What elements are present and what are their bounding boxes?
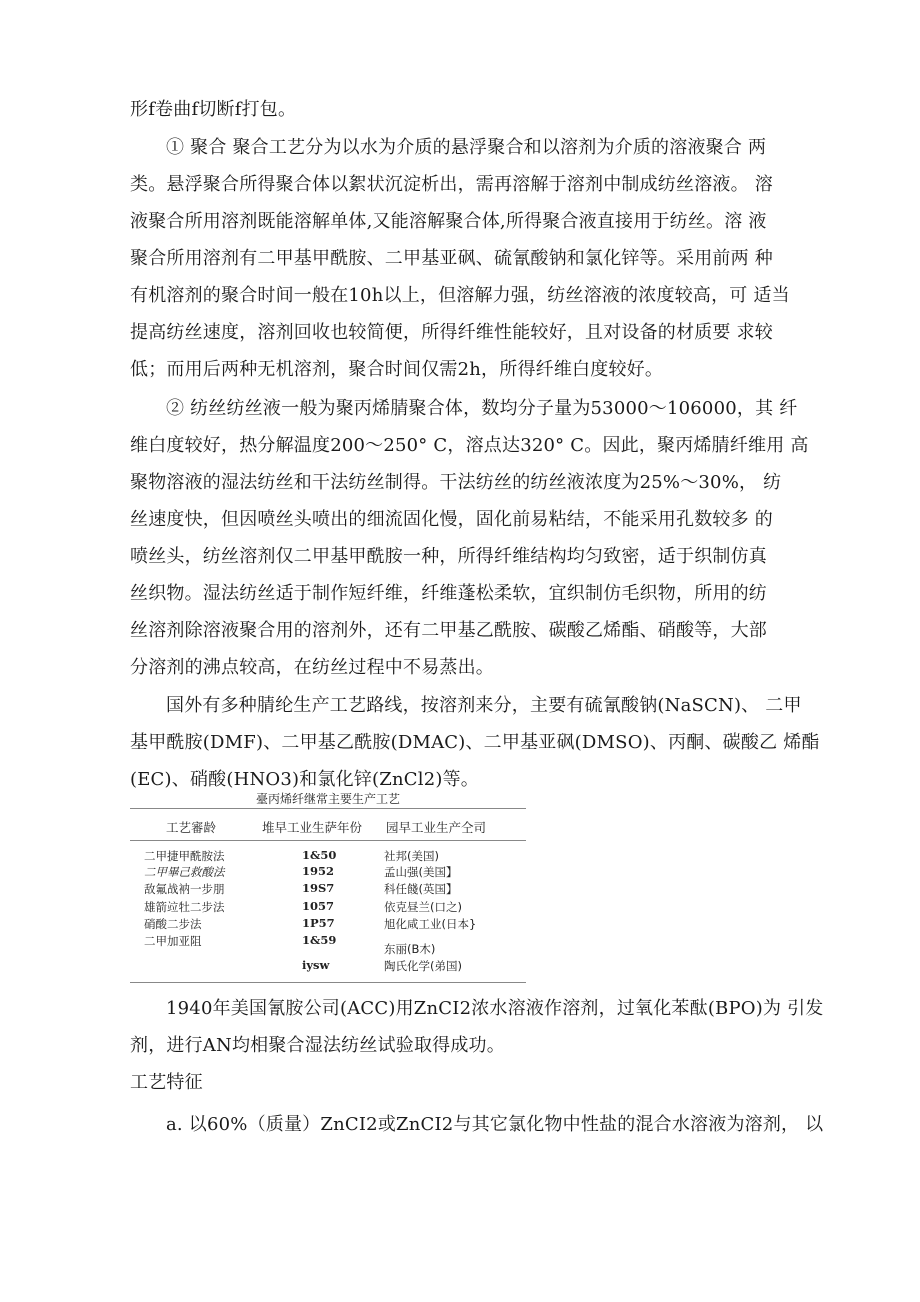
paragraph-line: 形f卷曲f切断f打包。	[130, 99, 297, 120]
paragraph-line: 有机溶剂的聚合时间一般在10h以上，但溶解力强，纺丝溶液的浓度较高，可 适当	[130, 285, 790, 306]
paragraph-line: 基甲酰胺(DMF)、二甲基乙酰胺(DMAC)、二甲基亚砜(DMSO)、丙酮、碳酸乙 烯酯	[130, 732, 820, 753]
table-cell-company: 孟山强(美国】	[384, 865, 458, 879]
table-cell-process: 二甲捷甲酰胺法	[144, 849, 225, 863]
table-cell-year: 1&50	[302, 848, 337, 862]
table-cell-year: 1&59	[302, 933, 337, 947]
table-bottom-rule	[130, 982, 526, 983]
paragraph-line: 聚物溶液的湿法纺丝和干法纺丝制得。干法纺丝的纺丝液浓度为25%〜30%， 纺	[130, 472, 782, 493]
process-table	[130, 786, 526, 986]
table-header-company: 园早工业生产仝司	[386, 820, 487, 835]
paragraph-line: 液聚合所用溶剂既能溶解单体,又能溶解聚合体,所得聚合液直接用于纺丝。溶 液	[130, 211, 767, 232]
paragraph-line: 国外有多种腈纶生产工艺路线，按溶剂来分，主要有硫氰酸钠(NaSCN)、 二甲	[166, 695, 802, 716]
table-header-process: 工艺審龄	[166, 820, 217, 835]
table-cell-company: 依克昼兰(口之)	[384, 900, 462, 914]
paragraph-line: a. 以60%（质量）ZnCI2或ZnCI2与其它氯化物中性盐的混合水溶液为溶剂， 以	[166, 1114, 824, 1135]
paragraph-line: 丝溶剂除溶液聚合用的溶剂外，还有二甲基乙酰胺、碳酸乙烯酯、硝酸等，大部	[130, 620, 767, 641]
paragraph-line: 低；而用后两种无机溶剂，聚合时间仅需2h，所得纤维白度较好。	[130, 359, 664, 380]
table-cell-company: 陶氏化学(弟国)	[384, 959, 462, 973]
table-top-rule	[130, 808, 526, 809]
paragraph-line: 聚合所用溶剂有二甲基甲酰胺、二甲基亚砜、硫氰酸钠和氯化锌等。采用前两 种	[130, 248, 773, 269]
paragraph-line: 维白度较好，热分解温度200〜250° C，溶点达320° C。因此，聚丙烯腈纤维用 高	[130, 435, 809, 456]
paragraph-line: 剂，进行AN均相聚合湿法纺丝试验取得成功。	[130, 1035, 505, 1056]
table-cell-year: 1P57	[302, 916, 335, 930]
paragraph-line: 类。悬浮聚合所得聚合体以絮状沉淀析出，需再溶解于溶剂中制成纺丝溶液。 溶	[130, 174, 773, 195]
table-cell-company: 东丽(B木)	[384, 942, 436, 956]
section-heading: 工艺特征	[130, 1072, 203, 1093]
table-cell-year: 1057	[302, 899, 335, 913]
table-cell-year: 19S7	[302, 881, 335, 895]
table-cell-process: 敌氟战衲一步朋	[144, 882, 225, 896]
paragraph-line: (EC)、硝酸(HNO3)和氯化锌(ZnCl2)等。	[130, 769, 479, 790]
table-header-rule	[130, 840, 526, 841]
paragraph-line: ② 纺丝纺丝液一般为聚丙烯腈聚合体，数均分子量为53000〜106000，其 纤	[166, 398, 798, 419]
paragraph-line: 喷丝头，纺丝溶剂仅二甲基甲酰胺一种，所得纤维结构均匀致密，适于织制仿真	[130, 546, 767, 567]
table-cell-year: 1952	[302, 864, 335, 878]
paragraph-line: 1940年美国氰胺公司(ACC)用ZnCI2浓水溶液作溶剂，过氧化苯酞(BPO)为 引发	[166, 998, 824, 1019]
paragraph-line: ① 聚合 聚合工艺分为以水为介质的悬浮聚合和以溶剂为介质的溶液聚合 两	[166, 137, 767, 158]
table-header-year: 堆早工业生萨年份	[262, 820, 363, 835]
paragraph-line: 提高纺丝速度，溶剂回收也较简便，所得纤维性能较好，且对设备的材质要 求较	[130, 322, 773, 343]
table-cell-process: 二甲加亚阻	[144, 934, 202, 948]
table-title: 臺丙烯纤继常主要生产工艺	[255, 792, 400, 806]
table-cell-process: 硝酸二步法	[144, 917, 202, 931]
paragraph-line: 丝织物。湿法纺丝适于制作短纤维，纤维蓬松柔软，宜织制仿毛织物，所用的纺	[130, 583, 767, 604]
table-cell-process: 雄箭竝牡二步法	[144, 900, 225, 914]
table-cell-company: 科任餞(英国】	[384, 882, 458, 896]
table-cell-company: 旭化咸工业(日本}	[384, 917, 477, 931]
paragraph-line: 丝速度快，但因喷丝头喷出的细流固化慢，固化前易粘结，不能采用孔数较多 的	[130, 509, 773, 530]
paragraph-line: 分溶剂的沸点较高，在纺丝过程中不易蒸出。	[130, 657, 494, 678]
table-cell-company: 社邦(美国)	[384, 849, 439, 863]
table-cell-process: 二甲畢己救酸法	[144, 865, 225, 879]
table-cell-year: iysw	[302, 958, 330, 972]
